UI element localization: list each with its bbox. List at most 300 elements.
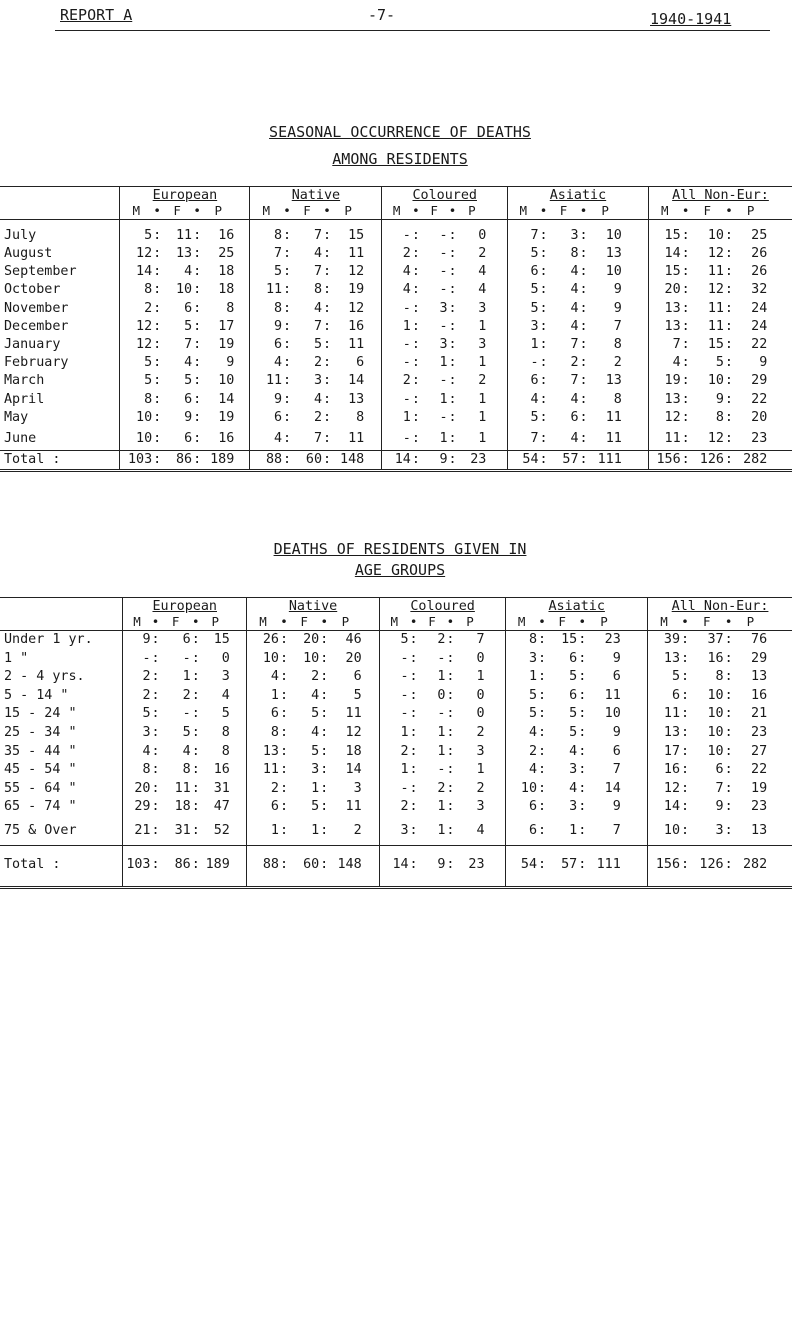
value-m: 5 [250,263,282,281]
separator [767,245,792,263]
separator [622,354,649,372]
separator: : [153,228,162,244]
separator: : [681,762,690,778]
value-p: 148 [332,451,364,471]
subheader-f: F [549,204,579,220]
value-m: 9 [250,390,282,408]
separator: : [152,451,162,471]
value-p: 24 [751,300,768,316]
value-f: - [439,282,448,298]
value-m: 1 [247,816,279,845]
value-f: 4 [570,391,579,407]
separator: : [539,228,548,244]
separator: • [412,203,420,219]
separator: : [448,300,457,316]
value-f: 10 [176,282,193,298]
value-p: 15 [213,632,230,648]
report-label: REPORT A [60,6,133,24]
separator: : [538,780,547,796]
row-label: July [4,228,37,244]
subheader-f: F [292,204,322,220]
row-label: 45 - 54 " [4,762,77,778]
total-row [0,451,792,471]
subheader-p: P [332,204,364,220]
value-p: 8 [221,725,230,741]
separator: : [724,337,733,353]
separator: : [578,822,587,838]
value-f: 37 [707,632,724,648]
separator [234,336,250,354]
value-m: 14 [382,451,411,471]
separator: : [446,706,455,722]
separator [621,779,648,798]
value-p: 0 [221,650,230,666]
separator [622,390,649,408]
separator: : [724,780,733,796]
separator [622,299,649,317]
value-m: 8 [250,220,282,245]
group-header: All Non-Eur: [648,598,792,616]
separator [362,723,380,742]
separator [621,615,648,631]
table-row [0,631,792,650]
separator: : [320,650,329,666]
value-m: 10 [247,649,279,668]
separator [364,427,382,451]
value-f: 4 [311,725,320,741]
value-p: 16 [218,228,235,244]
separator: : [578,687,587,703]
value-p: 1 [478,355,487,371]
value-p: 22 [751,391,768,407]
separator: : [191,822,200,838]
separator: • [446,614,455,630]
separator: : [279,687,289,703]
value-f: 4 [184,264,193,280]
value-f: 7 [313,318,323,334]
separator [621,705,648,724]
value-m: 10 [120,427,152,451]
value-f: 126 [691,451,724,471]
subheader-m: M [250,204,282,220]
value-m: 5 [380,631,409,650]
separator [230,615,247,631]
value-f: 2 [437,780,446,796]
value-m: 7 [507,220,538,245]
separator: : [681,318,690,334]
value-m: 8 [123,761,151,780]
value-m: 8 [247,723,279,742]
separator: : [409,743,418,759]
value-m: 2 [382,245,411,263]
value-p: 0 [478,228,487,244]
value-m: 1 [380,761,409,780]
separator [622,281,649,299]
value-f: 1 [311,780,320,796]
separator: : [191,845,201,887]
separator: : [681,300,690,316]
separator: : [724,246,733,262]
value-f: 4 [311,687,320,703]
value-f: 2 [313,355,323,371]
separator [485,798,506,817]
separator: : [283,430,292,446]
value-m: 7 [648,336,680,354]
value-m: 2 [247,779,279,798]
value-p: 13 [348,391,365,407]
subheader-f: F [690,615,724,631]
row-label: August [4,246,53,262]
value-p: 16 [751,687,768,703]
value-p: 10 [605,228,622,244]
separator: : [283,264,292,280]
value-f: 9 [421,451,448,471]
separator: • [578,614,587,630]
separator: : [448,246,457,262]
value-p: 4 [478,282,487,298]
separator: : [320,822,329,838]
separator [234,354,250,372]
value-m: 13 [648,723,680,742]
value-p: 23 [751,430,768,446]
subheader-f: F [162,204,192,220]
value-f: 1 [182,669,191,685]
row-label: 2 - 4 yrs. [4,669,85,685]
value-m: 11 [247,761,279,780]
separator [486,317,507,335]
separator: : [446,687,455,703]
value-f: 4 [570,318,579,334]
value-p: 6 [353,669,362,685]
value-p: 32 [751,282,768,298]
value-p: 16 [348,318,365,334]
value-p: 11 [348,246,365,262]
value-f: 5 [715,355,724,371]
subheader-p: P [734,204,767,220]
value-f: 3 [313,373,323,389]
value-p: 47 [213,799,230,815]
separator [767,336,792,354]
value-p: 6 [612,743,621,759]
separator: : [539,300,548,316]
row-label: Total : [0,845,123,887]
separator [767,761,792,780]
value-m: 13 [648,649,680,668]
separator [234,281,250,299]
separator [362,845,380,887]
value-m: 2 [123,668,151,687]
separator [234,299,250,317]
separator [234,390,250,408]
separator [767,299,792,317]
separator: : [191,632,200,648]
value-f: 6 [569,687,578,703]
separator [362,816,380,845]
value-m: 2 [382,372,411,390]
group-header: Coloured [380,598,506,616]
separator: : [681,687,690,703]
separator [621,742,648,761]
separator: : [724,373,733,389]
value-m: 20 [648,281,680,299]
separator: : [681,451,691,471]
separator [767,649,792,668]
value-f: 5 [311,706,320,722]
value-m: 156 [648,451,680,471]
value-p: 7 [613,318,622,334]
separator: : [724,762,733,778]
separator [622,220,649,245]
separator: : [724,355,733,371]
value-f: 0 [437,687,446,703]
subheader-p: P [587,615,621,631]
value-p: 23 [751,799,768,815]
separator: : [409,706,418,722]
separator: : [446,799,455,815]
separator: : [320,799,329,815]
value-m: 5 [123,705,151,724]
separator: : [320,780,329,796]
separator [767,408,792,426]
value-m: 54 [507,451,538,471]
value-p: 1 [476,762,485,778]
value-m: 8 [250,299,282,317]
separator: : [191,687,200,703]
value-m: 5 [120,220,152,245]
value-p: 5 [221,706,230,722]
separator [485,686,506,705]
value-p: 148 [329,845,361,887]
value-f: 3 [439,300,448,316]
value-f: 7 [313,264,323,280]
corner-cell [0,204,120,220]
separator: : [320,743,329,759]
table2-body [0,598,792,888]
separator: : [681,409,690,425]
group-header: European [120,187,250,205]
value-f: 1 [437,669,446,685]
value-m: 1 [507,336,538,354]
separator: : [193,318,202,334]
separator: : [151,687,160,703]
separator [364,354,382,372]
separator [767,668,792,687]
value-p: 1 [478,409,487,425]
separator [767,390,792,408]
separator [621,631,648,650]
group-header-row [0,598,792,616]
value-f: 16 [707,650,724,666]
group-header: All Non-Eur: [648,187,792,205]
value-p: 11 [345,706,362,722]
separator: : [279,799,289,815]
value-f: 8 [715,669,724,685]
separator [621,798,648,817]
value-m: 2 [380,742,409,761]
separator: : [681,391,690,407]
value-m: 26 [247,631,279,650]
value-m: 14 [380,845,409,887]
separator: : [153,246,162,262]
separator: • [323,203,331,219]
separator [767,220,792,245]
separator: : [538,762,547,778]
separator [362,761,380,780]
separator: : [151,762,160,778]
value-p: 22 [751,762,768,778]
subheader-row [0,615,792,631]
value-p: 17 [218,318,235,334]
separator: : [538,725,547,741]
separator: : [279,725,289,741]
value-p: 23 [604,632,621,648]
separator [362,779,380,798]
value-p: 10 [604,706,621,722]
separator: : [446,822,455,838]
value-p: 8 [221,743,230,759]
value-p: 10 [605,264,622,280]
value-p: 8 [356,409,365,425]
separator: : [322,451,332,471]
table-row [0,779,792,798]
value-m: 3 [507,317,538,335]
separator: • [538,614,546,630]
corner-cell [0,187,120,205]
value-f: 11 [707,318,724,334]
value-m: 15 [648,263,680,281]
value-p: 111 [587,845,621,887]
separator [485,615,506,631]
table-row [0,281,792,299]
separator: : [320,725,329,741]
separator: : [151,669,160,685]
separator [622,204,649,220]
separator: : [411,282,420,298]
separator [364,451,382,471]
value-m: 11 [250,372,282,390]
value-p: 11 [348,337,365,353]
value-f: 3 [311,762,320,778]
row-label: Under 1 yr. [4,632,93,648]
separator [767,427,792,451]
separator: : [283,355,292,371]
value-m: 8 [120,281,152,299]
separator: : [724,687,733,703]
separator: : [151,725,160,741]
value-p: 2 [478,373,487,389]
separator: : [153,430,162,446]
separator [621,816,648,845]
separator [767,742,792,761]
value-m: 13 [648,317,680,335]
separator: : [322,391,332,407]
value-m: 4 [648,354,680,372]
separator [362,798,380,817]
subheader-m: M [382,204,411,220]
value-f: 5 [569,706,578,722]
value-m: 3 [506,649,537,668]
separator: • [320,614,328,630]
separator [767,354,792,372]
value-p: 1 [478,391,487,407]
separator: : [537,845,547,887]
value-f: 7 [715,780,724,796]
group-header: Asiatic [506,598,648,616]
value-m: 14 [120,263,152,281]
value-f: 7 [313,228,323,244]
value-m: 103 [120,451,152,471]
separator: : [322,337,332,353]
separator: : [411,451,421,471]
separator: : [448,451,458,471]
separator: : [539,430,548,446]
separator: : [411,228,420,244]
separator [767,779,792,798]
value-p: 14 [218,391,235,407]
value-f: 1 [437,725,446,741]
row-label: September [4,264,77,280]
value-m: 5 [506,686,537,705]
value-p: 0 [476,687,485,703]
value-p: 21 [751,706,768,722]
separator: • [409,614,418,630]
separator: : [446,725,455,741]
value-p: 282 [734,845,768,887]
value-m: 6 [648,686,680,705]
table1-body [0,187,792,471]
separator: : [153,282,162,298]
separator: : [283,228,292,244]
value-m: 12 [648,779,680,798]
separator [362,742,380,761]
value-p: 4 [478,264,487,280]
separator: : [579,451,589,471]
value-m: 1 [506,668,537,687]
separator [486,299,507,317]
subheader-f: F [691,204,724,220]
table1-title: SEASONAL OCCURRENCE OF DEATHS [269,123,531,141]
group-header: European [123,598,247,616]
value-m: - [380,705,409,724]
separator: : [538,650,547,666]
separator: : [724,706,733,722]
separator: : [409,669,418,685]
group-header-row [0,187,792,205]
separator: : [539,373,548,389]
separator [767,845,792,887]
value-p: 13 [605,373,622,389]
page-number: -7- [368,6,396,24]
value-m: 11 [648,705,680,724]
report-years: 1940-1941 [650,10,732,28]
separator: : [411,300,420,316]
separator [767,451,792,471]
separator [621,649,648,668]
value-f: 4 [569,780,578,796]
value-f: - [439,409,448,425]
separator [621,845,648,887]
value-p: 7 [612,822,621,838]
separator: : [681,632,690,648]
separator [622,336,649,354]
subheader-f: F [161,615,191,631]
value-p: 2 [353,822,362,838]
separator [622,317,649,335]
value-f: 2 [182,687,191,703]
value-f: 3 [570,228,579,244]
value-p: 26 [751,246,768,262]
value-f: - [437,706,446,722]
